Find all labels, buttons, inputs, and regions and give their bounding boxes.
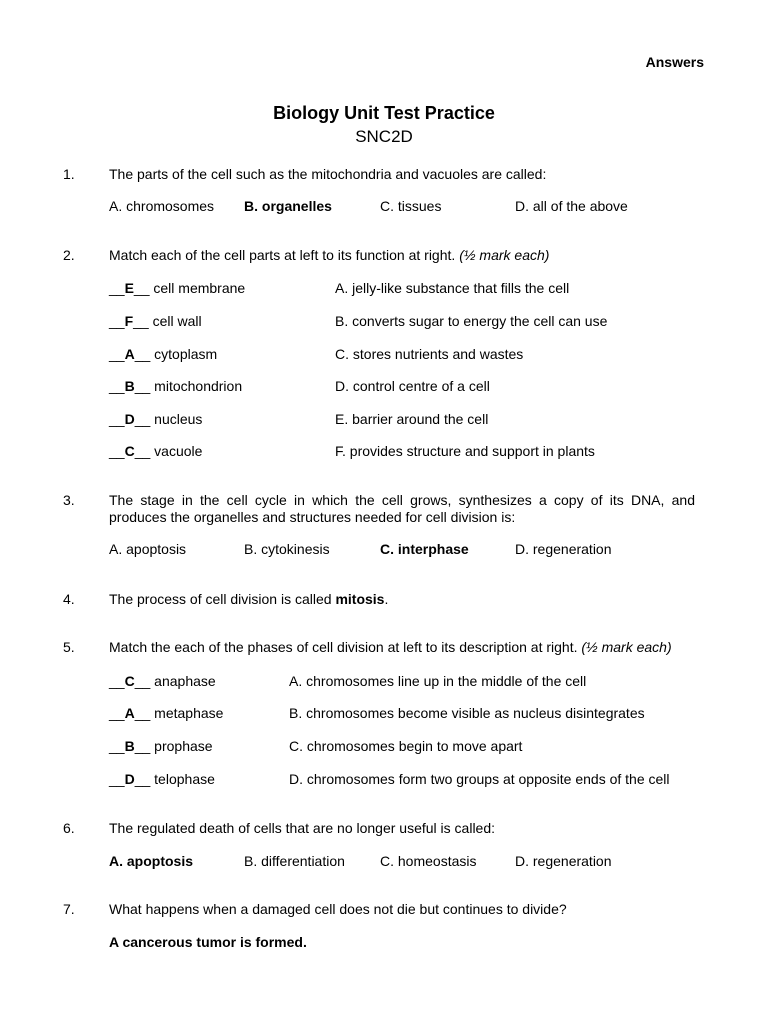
question-number: 6.: [63, 820, 75, 836]
answer-text: mitosis: [335, 591, 385, 607]
match-row: __C__ vacuole: [109, 443, 203, 459]
option-correct: B. organelles: [244, 198, 332, 214]
match-term: prophase: [154, 738, 213, 754]
question-text: [109, 247, 549, 264]
option: D. regeneration: [515, 853, 612, 869]
answer-blank: B: [124, 738, 135, 754]
match-term: cytoplasm: [154, 346, 218, 362]
option: B. differentiation: [244, 853, 345, 869]
match-row: __D__ nucleus: [109, 411, 203, 427]
match-definition: D. chromosomes form two groups at opposite ends of the cell: [289, 771, 670, 787]
option-correct: A. apoptosis: [109, 853, 194, 869]
mark-note: (½ mark each): [459, 247, 550, 263]
question-number: 2.: [63, 247, 75, 263]
match-term: mitochondrion: [154, 378, 243, 394]
match-definition: B. converts sugar to energy the cell can use: [335, 313, 608, 329]
answer-blank: B: [124, 378, 135, 394]
match-definition: F. provides structure and support in plants: [335, 443, 595, 459]
question-text: The stage in the cell cycle in which the cell grows, synthesizes a copy of its DNA, and produces the organelles and structures needed for cell division is:: [109, 492, 695, 525]
question-text-main: Match each of the cell parts at left to its function at right.: [109, 247, 456, 263]
match-row: __F__ cell wall: [109, 313, 202, 329]
question-number: 4.: [63, 591, 75, 607]
option: C. homeostasis: [380, 853, 477, 869]
course-code: SNC2D: [355, 127, 413, 146]
match-definition: D. control centre of a cell: [335, 378, 490, 394]
question-number: 1.: [63, 166, 75, 182]
match-term: metaphase: [154, 705, 224, 721]
question-number: 3.: [63, 492, 75, 508]
option: D. all of the above: [515, 198, 628, 214]
option: A. chromosomes: [109, 198, 215, 214]
match-row: __A__ metaphase: [109, 705, 224, 721]
answer-blank: E: [124, 280, 134, 296]
option-correct: C. interphase: [380, 541, 469, 557]
match-row: __E__ cell membrane: [109, 280, 246, 296]
match-definition: E. barrier around the cell: [335, 411, 489, 427]
answers-label: Answers: [645, 54, 704, 70]
match-definition: A. chromosomes line up in the middle of the cell: [289, 673, 587, 689]
question-number: 5.: [63, 639, 75, 655]
answer-blank: A: [124, 346, 135, 362]
question-number: 7.: [63, 901, 75, 917]
answer-blank: C: [124, 673, 135, 689]
match-term: vacuole: [154, 443, 203, 459]
option: C. tissues: [380, 198, 442, 214]
question-text: [109, 639, 672, 656]
question-text: The parts of the cell such as the mitochondria and vacuoles are called:: [109, 166, 547, 182]
match-definition: C. chromosomes begin to move apart: [289, 738, 523, 754]
match-definition: C. stores nutrients and wastes: [335, 346, 524, 362]
match-definition: A. jelly-like substance that fills the cell: [335, 280, 570, 296]
answer-blank: D: [124, 411, 135, 427]
answer-blank: A: [124, 705, 135, 721]
match-row: __A__ cytoplasm: [109, 346, 218, 362]
option: B. cytokinesis: [244, 541, 330, 557]
match-definition: B. chromosomes become visible as nucleus disintegrates: [289, 705, 645, 721]
option: A. apoptosis: [109, 541, 187, 557]
question-text: What happens when a damaged cell does not die but continues to divide?: [109, 901, 567, 917]
match-row: __B__ prophase: [109, 738, 213, 754]
match-term: anaphase: [154, 673, 216, 689]
answer-text: A cancerous tumor is formed.: [109, 934, 307, 950]
question-text-main: The process of cell division is called: [109, 591, 336, 607]
answer-blank: C: [124, 443, 135, 459]
answer-blank: D: [124, 771, 135, 787]
option: D. regeneration: [515, 541, 612, 557]
match-row: __B__ mitochondrion: [109, 378, 243, 394]
page-title: Biology Unit Test Practice: [273, 103, 495, 123]
question-text: The regulated death of cells that are no longer useful is called:: [109, 820, 496, 836]
match-term: telophase: [154, 771, 215, 787]
match-row: __C__ anaphase: [109, 673, 216, 689]
answer-blank: F: [124, 313, 134, 329]
match-term: cell wall: [152, 313, 202, 329]
match-term: cell membrane: [153, 280, 246, 296]
match-row: __D__ telophase: [109, 771, 215, 787]
match-term: nucleus: [154, 411, 203, 427]
question-text: [109, 591, 388, 608]
question-text-end: .: [384, 591, 389, 607]
question-text-main: Match the each of the phases of cell division at left to its description at right.: [109, 639, 578, 655]
mark-note: (½ mark each): [581, 639, 672, 655]
